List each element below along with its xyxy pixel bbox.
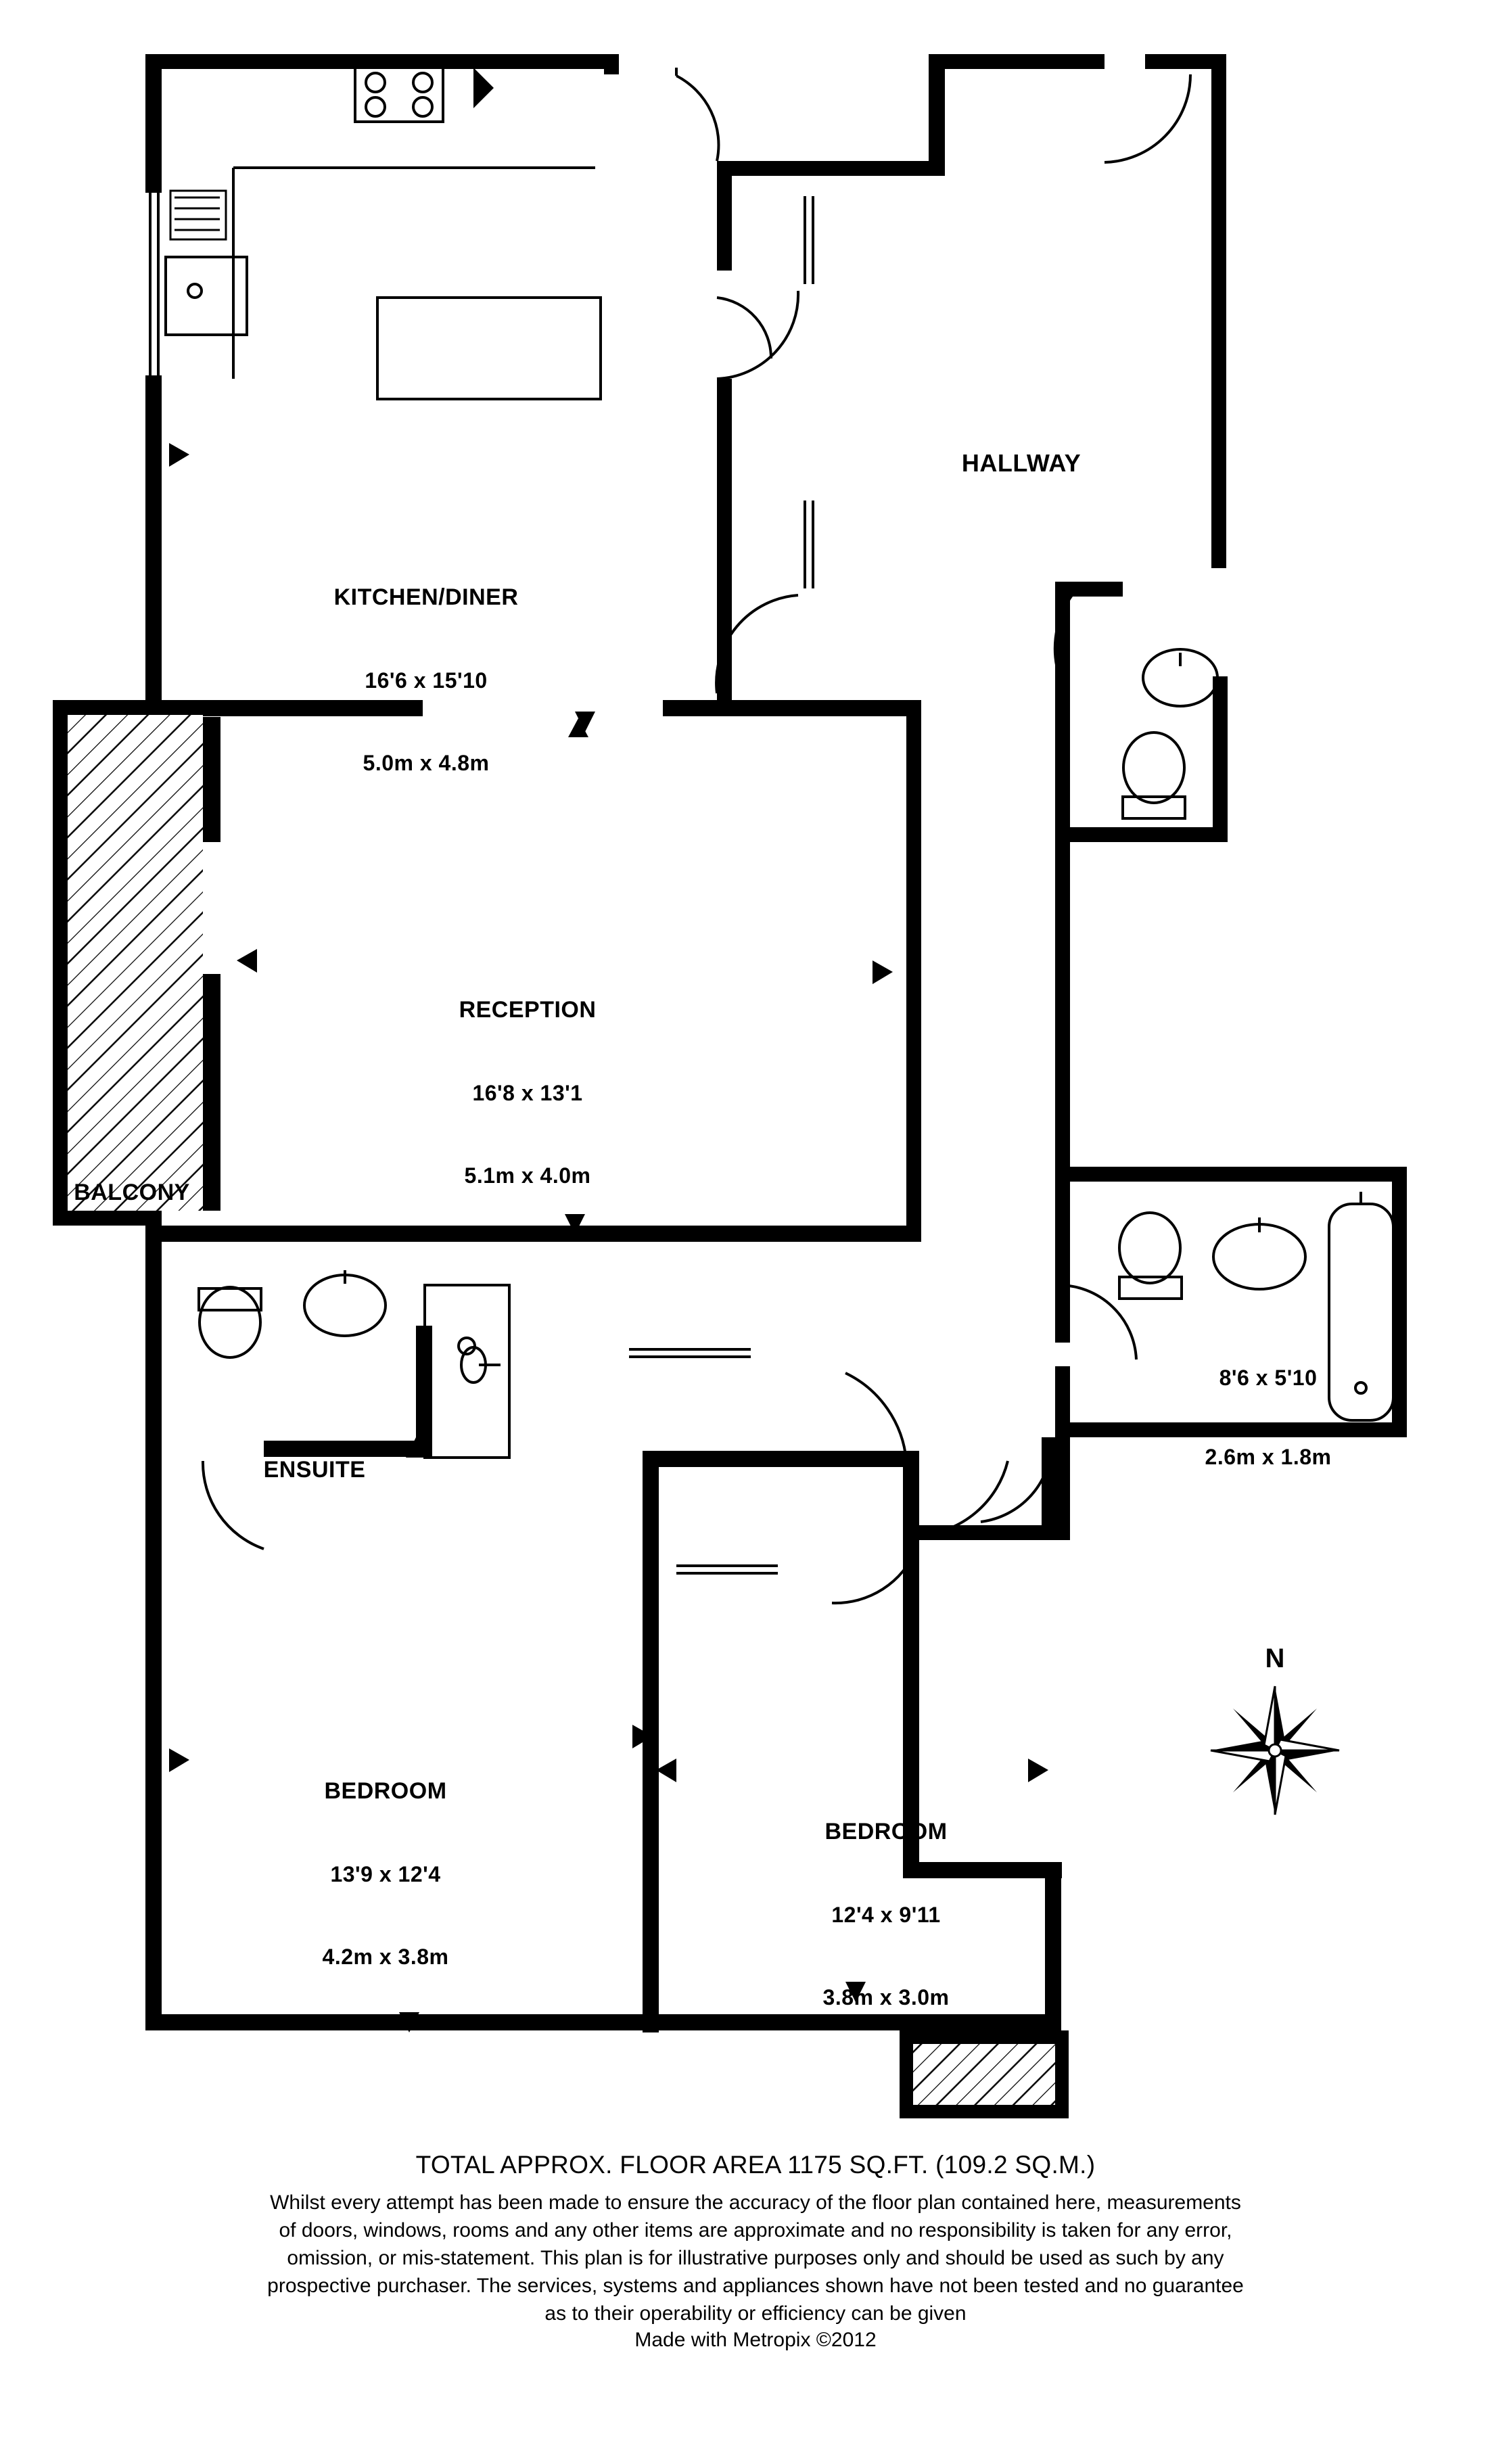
room-label-kitchen-diner bbox=[176, 528, 676, 833]
room-label-reception bbox=[291, 940, 764, 1245]
room-name: KITCHEN/DINER bbox=[333, 584, 519, 610]
disclaimer-line: as to their operability or efficiency can be given bbox=[544, 2302, 967, 2325]
disclaimer-line: of doors, windows, rooms and any other items are approximate and no responsibility is taken for any error, bbox=[279, 2219, 1232, 2242]
room-dim-imperial: 8'6 x 5'10 bbox=[1219, 1366, 1318, 1391]
room-dim-metric: 5.0m x 4.8m bbox=[363, 751, 490, 776]
room-dim-imperial: 13'9 x 12'4 bbox=[330, 1862, 441, 1887]
room-label-bedroom-2 bbox=[697, 1762, 1075, 2067]
room-dim-imperial: 12'4 x 9'11 bbox=[831, 1903, 941, 1928]
room-label-bedroom-1 bbox=[196, 1721, 575, 2026]
compass-rose-icon bbox=[1190, 1676, 1359, 1852]
room-label-bathroom bbox=[1109, 1312, 1427, 1523]
room-name: BEDROOM bbox=[824, 1818, 948, 1844]
room-name: ENSUITE bbox=[263, 1456, 366, 1483]
disclaimer-line: Whilst every attempt has been made to ensure the accuracy of the floor plan contained here, measurements bbox=[270, 2191, 1241, 2214]
total-floor-area: TOTAL APPROX. FLOOR AREA 1175 SQ.FT. (109.2 SQ.M.) bbox=[415, 2151, 1096, 2179]
compass-north-label: N bbox=[1265, 1644, 1285, 1673]
room-name: RECEPTION bbox=[459, 996, 597, 1023]
footer bbox=[0, 2151, 1511, 2352]
disclaimer-line: prospective purchaser. The services, systems and appliances shown have not been tested and no guarantee bbox=[267, 2275, 1244, 2298]
made-with-credit: Made with Metropix ©2012 bbox=[634, 2329, 877, 2352]
room-dim-metric: 2.6m x 1.8m bbox=[1205, 1445, 1332, 1470]
room-label-balcony bbox=[20, 1123, 243, 1263]
room-dim-metric: 5.1m x 4.0m bbox=[464, 1163, 591, 1188]
room-dim-metric: 3.8m x 3.0m bbox=[822, 1985, 950, 2010]
compass-rose bbox=[1190, 1644, 1359, 1846]
room-dim-metric: 4.2m x 3.8m bbox=[322, 1945, 449, 1970]
room-dim-imperial: 16'8 x 13'1 bbox=[472, 1081, 583, 1106]
doors bbox=[203, 68, 1190, 1603]
room-name: BALCONY bbox=[74, 1179, 190, 1205]
disclaimer bbox=[113, 2189, 1398, 2327]
room-label-ensuite bbox=[203, 1400, 426, 1540]
disclaimer-line: omission, or mis-statement. This plan is for illustrative purposes only and should be used as such by any bbox=[287, 2247, 1224, 2270]
room-name: BEDROOM bbox=[324, 1777, 447, 1804]
room-name: HALLWAY bbox=[961, 448, 1082, 477]
room-dim-imperial: 16'6 x 15'10 bbox=[365, 668, 488, 693]
room-label-hallway bbox=[852, 389, 1190, 538]
